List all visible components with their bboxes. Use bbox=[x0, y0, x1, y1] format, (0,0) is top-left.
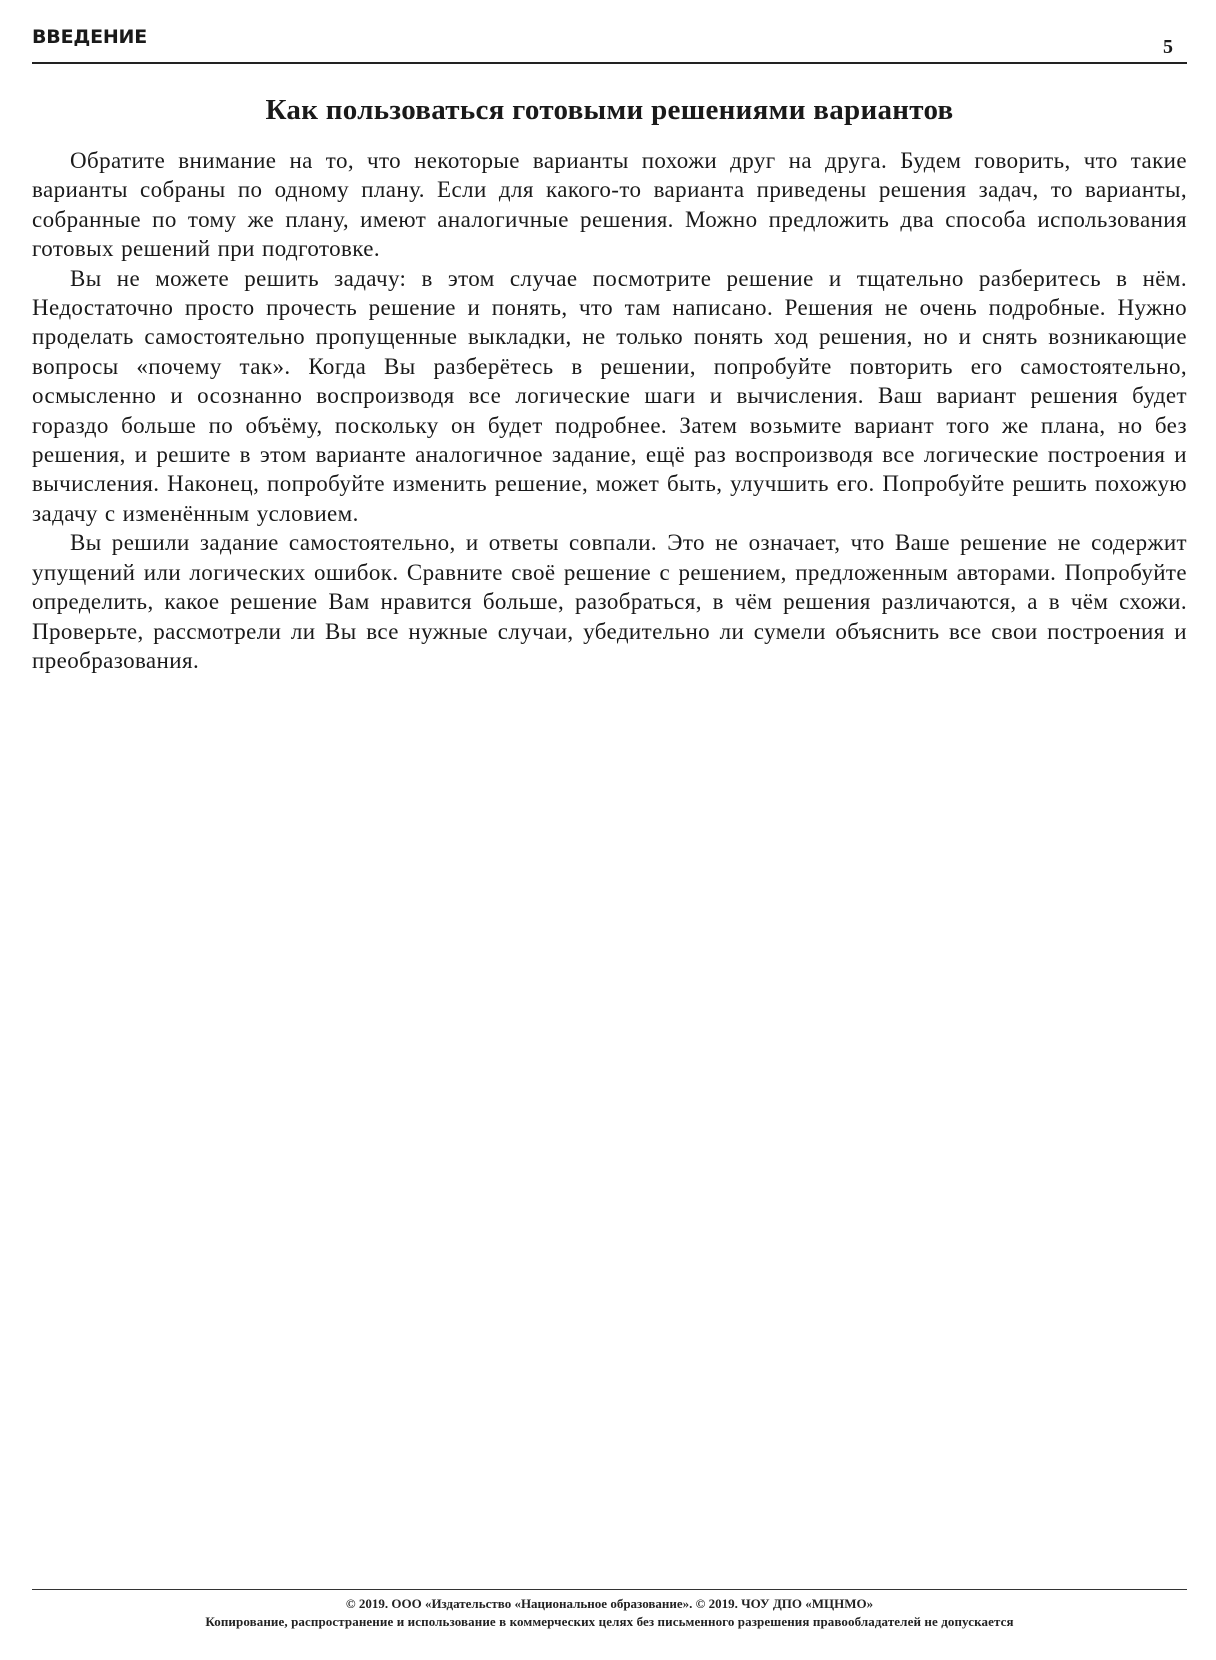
copyright-line: © 2019. ООО «Издательство «Национальное образование». © 2019. ЧОУ ДПО «МЦНМО» bbox=[345, 1596, 874, 1611]
section-label: ВВЕДЕНИЕ bbox=[32, 26, 148, 48]
book-page bbox=[32, 0, 1187, 1660]
paragraph-2: Вы не можете решить задачу: в этом случае посмотрите решение и тщательно разберитесь в нём. Недостаточно просто прочесть решение и понять, что там написано. Решения не очень подробные. Нужно проделать самостоятельно пропущенные выкладки, не только понять ход решения, но и снять возникающие вопросы «почему так». Когда Вы разберётесь в решении, попробуйте повторить его самостоятельно, осмысленно и осознанно воспроизводя все логические шаги и вычисления. Ваш вариант решения будет гораздо больше по объёму, поскольку он будет подробнее. Затем возьмите вариант того же плана, но без решения, и решите в этом варианте аналогичное задание, ещё раз воспроизводя все логические построения и вычисления. Наконец, попробуйте изменить решение, может быть, улучшить его. Попробуйте решить похожую задачу с изменённым условием. bbox=[32, 265, 1187, 526]
page-footer bbox=[32, 1595, 1187, 1631]
paragraph-1: Обратите внимание на то, что некоторые варианты похожи друг на друга. Будем говорить, что такие варианты собраны по одному плану. Если для какого-то варианта приведены решения задач, то варианты, собранные по тому же плану, имеют аналогичные решения. Можно предложить два способа использования готовых решений при подготовке. bbox=[32, 148, 1187, 262]
copyright-notice: Копирование, распространение и использование в коммерческих целях без письменного разрешения правообладателей не допускается bbox=[205, 1614, 1014, 1629]
paragraph-3: Вы решили задание самостоятельно, и ответы совпали. Это не означает, что Ваше решение не содержит упущений или логических ошибок. Сравните своё решение с решением, предложенным авторами. Попробуйте определить, какое решение Вам нравится больше, разобраться, в чём решения различаются, а в чём схожи. Проверьте, рассмотрели ли Вы все нужные случаи, убедительно ли сумели объяснить все свои построения и преобразования. bbox=[32, 530, 1187, 673]
footer-divider bbox=[32, 1589, 1187, 1590]
page-number: 5 bbox=[1163, 36, 1173, 58]
body-text bbox=[32, 146, 1187, 675]
running-header bbox=[32, 26, 1187, 66]
header-divider bbox=[32, 62, 1187, 64]
page-title: Как пользоваться готовыми решениями вариантов bbox=[265, 94, 954, 126]
